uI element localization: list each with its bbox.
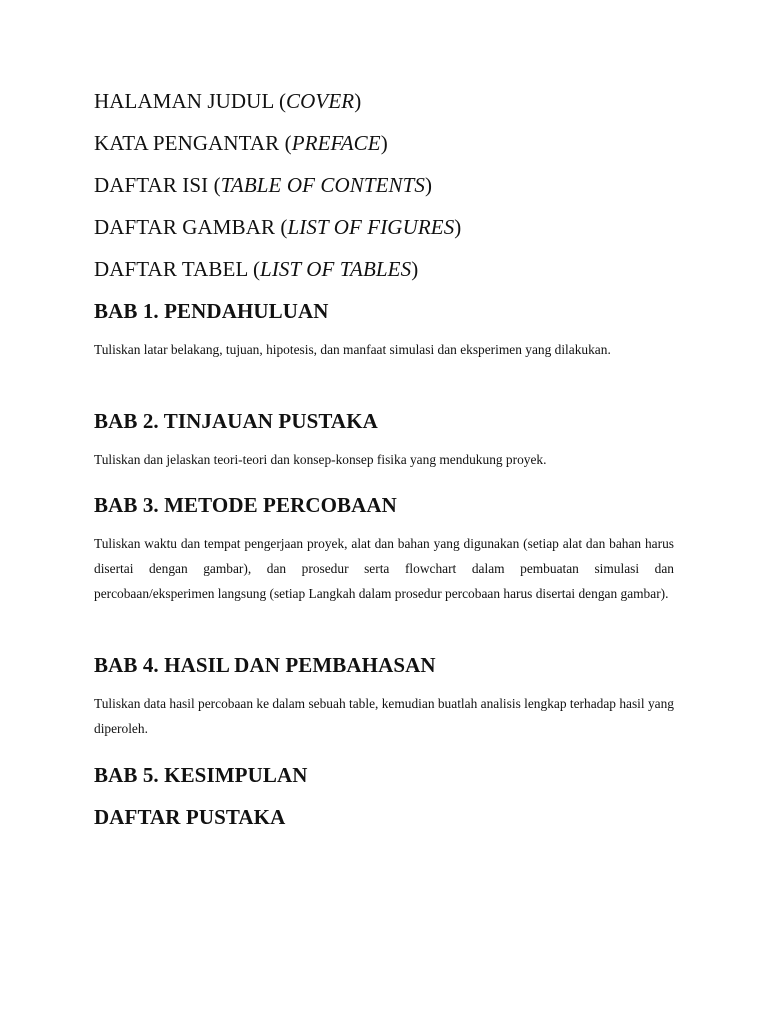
heading-list-of-figures (94, 214, 461, 240)
chapter-1-title: BAB 1. PENDAHULUAN (94, 299, 329, 323)
heading-preface-italic: PREFACE (291, 131, 381, 155)
heading-preface-close: ) (380, 131, 388, 155)
heading-preface (94, 130, 388, 156)
heading-table-of-contents (94, 172, 432, 198)
chapter-2-title: BAB 2. TINJAUAN PUSTAKA (94, 409, 378, 433)
heading-cover-text: HALAMAN JUDUL ( (94, 89, 287, 113)
heading-lot-text: DAFTAR TABEL ( (94, 257, 261, 281)
bibliography-title: DAFTAR PUSTAKA (94, 805, 286, 829)
chapter-4-title: BAB 4. HASIL DAN PEMBAHASAN (94, 653, 436, 677)
heading-lof-text: DAFTAR GAMBAR ( (94, 215, 288, 239)
heading-cover-close: ) (354, 89, 362, 113)
heading-toc-italic: TABLE OF CONTENTS (220, 173, 426, 197)
chapter-3-description: Tuliskan waktu dan tempat pengerjaan proyek, alat dan bahan yang digunakan (setiap alat dan bahan harus disertai dengan gambar), dan prosedur serta flowchart dalam pembuatan simulasi dan percobaan/eksperimen langsung (setiap Langkah dalam prosedur percobaan harus disertai dengan gambar). (94, 536, 674, 601)
heading-cover (94, 88, 361, 114)
heading-lot-italic: LIST OF TABLES (260, 257, 412, 281)
heading-toc-close: ) (425, 173, 433, 197)
heading-lof-close: ) (454, 215, 462, 239)
heading-lot-close: ) (411, 257, 419, 281)
heading-preface-text: KATA PENGANTAR ( (94, 131, 292, 155)
chapter-3-title: BAB 3. METODE PERCOBAAN (94, 493, 397, 517)
chapter-1-description: Tuliskan latar belakang, tujuan, hipotesis, dan manfaat simulasi dan eksperimen yang dilakukan. (94, 342, 611, 357)
heading-toc-text: DAFTAR ISI ( (94, 173, 221, 197)
chapter-2-description: Tuliskan dan jelaskan teori-teori dan konsep-konsep fisika yang mendukung proyek. (94, 452, 547, 467)
heading-list-of-tables (94, 256, 418, 282)
chapter-4-description: Tuliskan data hasil percobaan ke dalam sebuah table, kemudian buatlah analisis lengkap terhadap hasil yang diperoleh. (94, 696, 674, 736)
chapter-5-title: BAB 5. KESIMPULAN (94, 763, 308, 787)
heading-cover-italic: COVER (286, 89, 355, 113)
heading-lof-italic: LIST OF FIGURES (287, 215, 455, 239)
